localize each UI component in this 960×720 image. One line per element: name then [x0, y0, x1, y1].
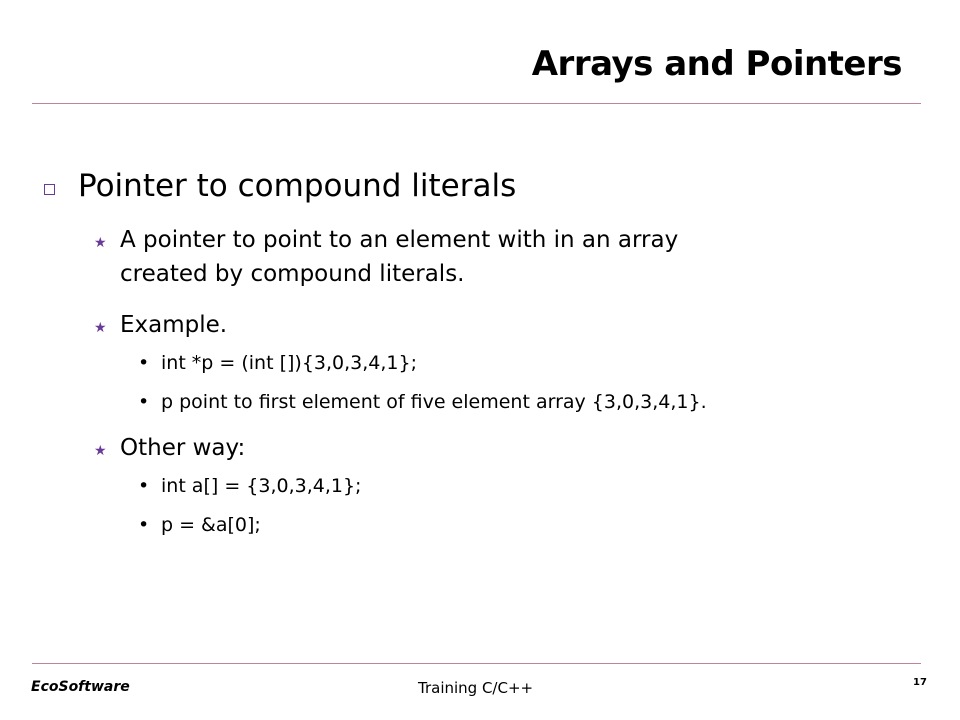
point-3-text: Other way:: [120, 435, 246, 461]
star-bullet-icon: ★: [94, 443, 107, 459]
page-number: 17: [913, 677, 927, 688]
dot-bullet-icon: •: [138, 391, 150, 413]
heading-text: Pointer to compound literals: [78, 168, 517, 204]
footer-divider: [32, 663, 921, 664]
star-bullet-icon: ★: [94, 235, 107, 251]
point-2-text: Example.: [120, 312, 228, 338]
footer-brand: EcoSoftware: [31, 679, 130, 695]
footer-course-name: Training C/C++: [418, 679, 534, 697]
point-1-line-2: created by compound literals.: [120, 261, 465, 287]
title-divider: [32, 103, 921, 104]
code-line: p = &a[0];: [161, 514, 261, 536]
square-bullet-icon: [44, 184, 55, 195]
dot-bullet-icon: •: [138, 514, 150, 536]
explanation-text: p point to first element of five element array {3,0,3,4,1}.: [161, 391, 707, 413]
code-line: int *p = (int []){3,0,3,4,1};: [161, 352, 418, 374]
code-line: int a[] = {3,0,3,4,1};: [161, 475, 362, 497]
dot-bullet-icon: •: [138, 352, 150, 374]
slide-title: Arrays and Pointers: [531, 44, 902, 84]
star-bullet-icon: ★: [94, 320, 107, 336]
point-1-line-1: A pointer to point to an element with in an array: [120, 227, 679, 253]
dot-bullet-icon: •: [138, 475, 150, 497]
